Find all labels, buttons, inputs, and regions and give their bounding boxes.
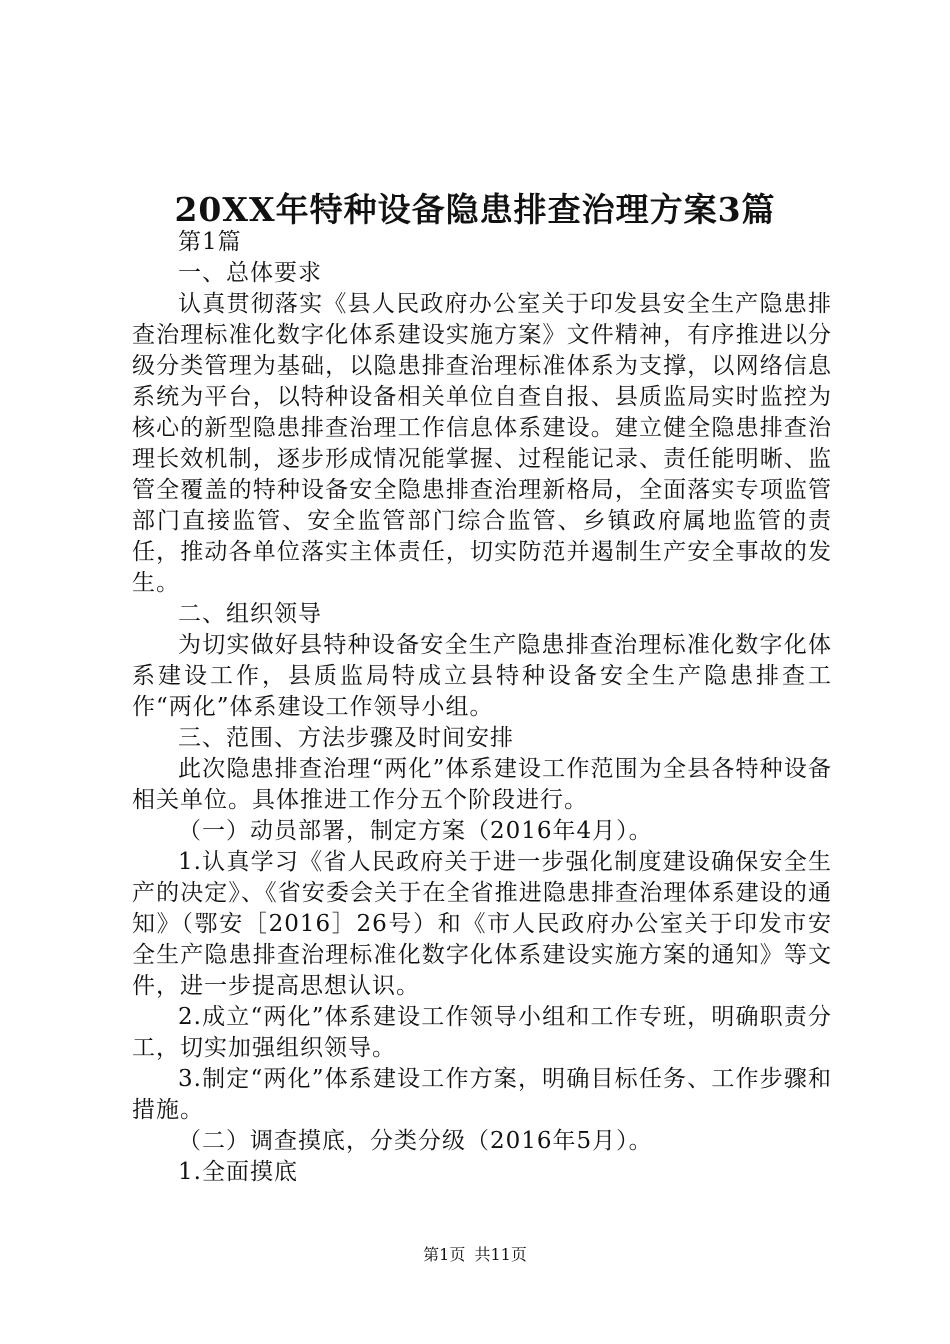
body-paragraph: 为切实做好县特种设备安全生产隐患排查治理标准化数字化体系建设工作，县质监局特成立县特种设备安全生产隐患排查工作“两化”体系建设工作领导小组。 xyxy=(132,632,832,720)
section-heading: （一）动员部署，制定方案（2016年4月）。 xyxy=(178,818,653,844)
section-heading: 1.全面摸底 xyxy=(178,1159,298,1185)
page-footer xyxy=(0,1243,950,1267)
section-heading: 二、组织领导 xyxy=(178,601,322,627)
document-body xyxy=(132,227,832,1188)
body-paragraph: 2.成立“两化”体系建设工作领导小组和工作专班，明确职责分工，切实加强组织领导。 xyxy=(132,1004,832,1061)
body-paragraph: 此次隐患排查治理“两化”体系建设工作范围为全县各特种设备相关单位。具体推进工作分五个阶段进行。 xyxy=(132,756,832,813)
document-title: 20XX年特种设备隐患排查治理方案3篇 xyxy=(174,190,776,229)
body-paragraph: 认真贯彻落实《县人民政府办公室关于印发县安全生产隐患排查治理标准化数字化体系建设实施方案》文件精神，有序推进以分级分类管理为基础，以隐患排查治理标准体系为支撑，以网络信息系统为平台，以特种设备相关单位自查自报、县质监局实时监控为核心的新型隐患排查治理工作信息体系建设。建立健全隐患排查治理长效机制，逐步形成情况能掌握、过程能记录、责任能明晰、监管全覆盖的特种设备安全隐患排查治理新格局，全面落实专项监管部门直接监管、安全监管部门综合监管、乡镇政府属地监管的责任，推动各单位落实主体责任，切实防范并遏制生产安全事故的发生。 xyxy=(132,291,832,596)
section-heading: （二）调查摸底，分类分级（2016年5月）。 xyxy=(178,1128,653,1154)
section-heading: 三、范围、方法步骤及时间安排 xyxy=(178,725,514,751)
page-number: 第1页 xyxy=(423,1245,466,1264)
body-paragraph: 3.制定“两化”体系建设工作方案，明确目标任务、工作步骤和措施。 xyxy=(132,1066,832,1123)
body-paragraph: 1.认真学习《省人民政府关于进一步强化制度建设确保安全生产的决定》、《省安委会关于在全省推进隐患排查治理体系建设的通知》（鄂安［2016］26号）和《市人民政府办公室关于印发市安全生产隐患排查治理标准化数字化体系建设实施方案的通知》等文件，进一步提高思想认识。 xyxy=(132,849,832,999)
section-heading: 一、总体要求 xyxy=(178,260,322,286)
section-heading: 第1篇 xyxy=(178,229,242,255)
total-pages: 共11页 xyxy=(474,1245,527,1264)
